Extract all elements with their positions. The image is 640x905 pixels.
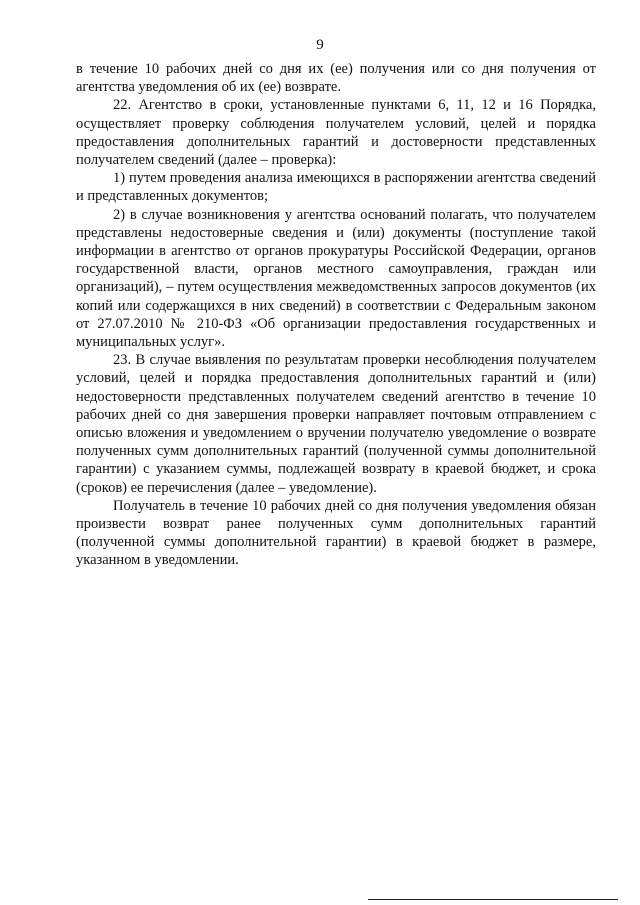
paragraph-clause-22: 22. Агентство в сроки, установленные пунктами 6, 11, 12 и 16 Порядка, осуществляет проверку соблюдения получателем условий, целей и порядка предоставления дополнительных гарантий и достоверности представленных получателем сведений (далее – проверка): xyxy=(76,97,596,169)
paragraph-clause-23-recipient: Получатель в течение 10 рабочих дней со дня получения уведомления обязан произвести возврат ранее полученных сумм дополнительных гарантий (полученной суммы дополнительной гарантии) в краевой бюджет в размере, указанном в уведомлении. xyxy=(76,497,596,569)
paragraph-clause-23: 23. В случае выявления по результатам проверки несоблюдения получателем условий, целей и порядка предоставления дополнительных гарантий и (или) недостоверности представленных получателем сведений агентство в течение 10 рабочих дней со дня завершения проверки направляет почтовым отправлением с описью вложения и уведомлением о вручении получателю уведомление о возврате полученных сумм дополнительных гарантий (полученной суммы дополнительной гарантии) с указанием суммы, подлежащей возврату в краевой бюджет, и срока (сроков) ее перечисления (далее – уведомление). xyxy=(76,352,596,496)
paragraph-continuation: в течение 10 рабочих дней со дня их (ее) получения или со дня получения от агентства уведомления об их (ее) возврате. xyxy=(76,61,596,96)
footer-divider xyxy=(368,899,618,900)
document-body xyxy=(76,60,596,570)
paragraph-clause-22-item-1: 1) путем проведения анализа имеющихся в распоряжении агентства сведений и представленных документов; xyxy=(76,170,596,205)
page-number: 9 xyxy=(316,37,324,53)
paragraph-clause-22-item-2: 2) в случае возникновения у агентства оснований полагать, что получателем представлены недостоверные сведения и (или) документы (поступление такой информации в агентство от органов прокуратуры Российской Федерации, органов государственной власти, органов местного самоуправления, граждан или организаций), – путем осуществления межведомственных запросов документов (их копий или содержащихся в них сведений) в соответствии с Федеральным законом от 27.07.2010 № 210-ФЗ «Об организации предоставления государственных и муниципальных услуг». xyxy=(76,206,596,351)
